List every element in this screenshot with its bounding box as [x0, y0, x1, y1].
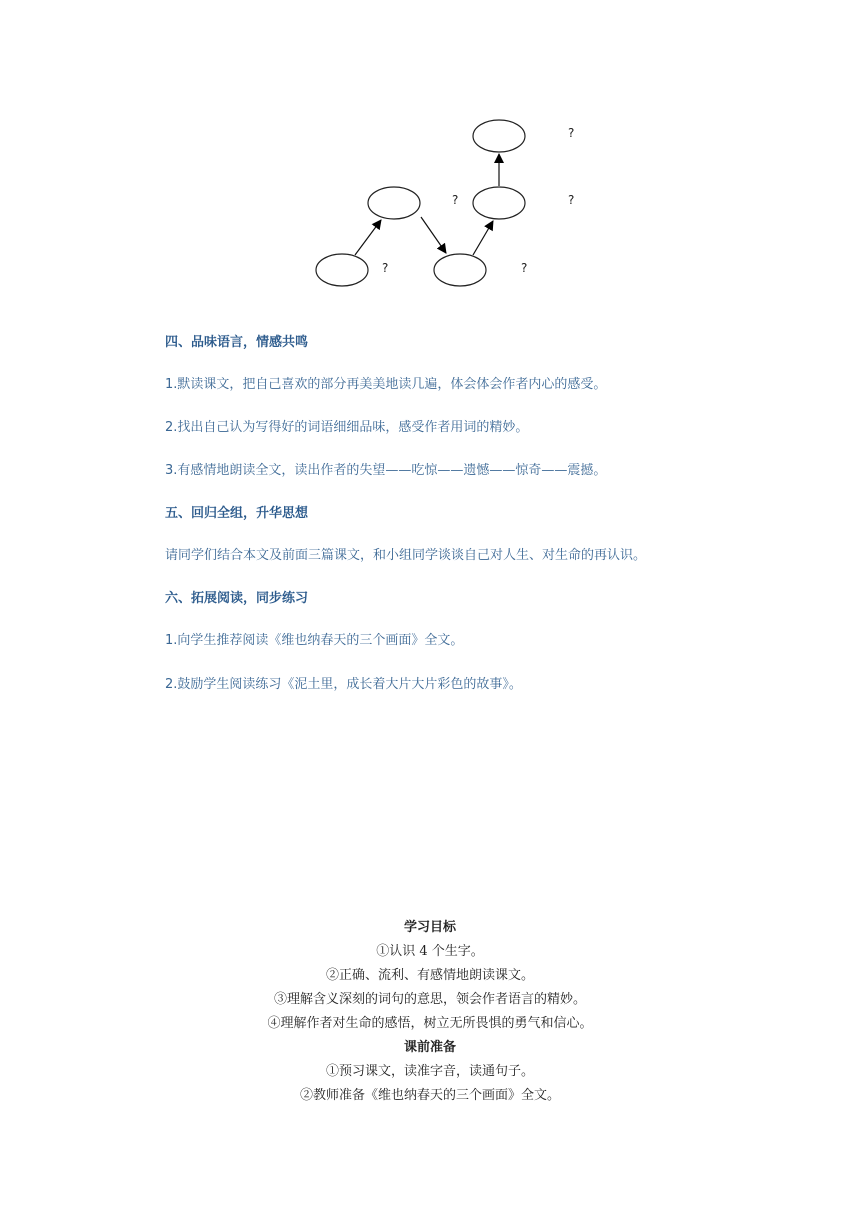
section-4-item-1: 1.默读课文，把自己喜欢的部分再美美地读几遍，体会体会作者内心的感受。 — [165, 377, 607, 392]
question-mark-2: ? — [452, 193, 459, 207]
section-6-item-1: 1.向学生推荐阅读《维也纳春天的三个画面》全文。 — [165, 633, 464, 648]
section-5-heading: 五、回归全组，升华思想 — [165, 506, 309, 521]
emotion-flow-diagram — [0, 0, 860, 310]
arrow-2 — [421, 217, 446, 253]
question-mark-5: ? — [568, 126, 575, 140]
goal-item-2: ②正确、流利、有感情地朗读课文。 — [325, 968, 534, 983]
section-5-text: 请同学们结合本文及前面三篇课文，和小组同学谈谈自己对人生、对生命的再认识。 — [165, 548, 647, 563]
section-6-item-2: 2.鼓励学生阅读练习《泥土里，成长着大片大片彩色的故事》。 — [165, 677, 522, 692]
node-ellipse-4 — [473, 187, 525, 219]
goals-title: 学习目标 — [403, 920, 456, 935]
node-ellipse-5 — [473, 120, 525, 152]
question-mark-1: ? — [382, 261, 389, 275]
prep-title: 课前准备 — [403, 1040, 456, 1055]
section-6-heading: 六、拓展阅读，同步练习 — [165, 591, 309, 606]
goal-item-4: ④理解作者对生命的感悟，树立无所畏惧的勇气和信心。 — [267, 1016, 593, 1031]
goal-item-3: ③理解含义深刻的词句的意思，领会作者语言的精妙。 — [273, 992, 586, 1007]
node-ellipse-2 — [368, 187, 420, 219]
section-4-heading: 四、品味语言，情感共鸣 — [165, 335, 309, 350]
arrow-3 — [473, 221, 493, 255]
goal-item-1: ①认识 4 个生字。 — [376, 944, 484, 959]
prep-item-1: ①预习课文，读准字音，读通句子。 — [325, 1064, 534, 1079]
node-ellipse-1 — [316, 254, 368, 286]
node-ellipse-3 — [434, 254, 486, 286]
arrow-1 — [355, 220, 381, 255]
goals-and-prep-block — [0, 916, 860, 1108]
prep-item-2: ②教师准备《维也纳春天的三个画面》全文。 — [299, 1088, 560, 1103]
question-mark-4: ? — [568, 193, 575, 207]
section-4-item-2: 2.找出自己认为写得好的词语细细品味，感受作者用词的精妙。 — [165, 420, 529, 435]
section-4-item-3: 3.有感情地朗读全文，读出作者的失望——吃惊——遗憾——惊奇——震撼。 — [165, 463, 607, 478]
question-mark-3: ? — [521, 261, 528, 275]
